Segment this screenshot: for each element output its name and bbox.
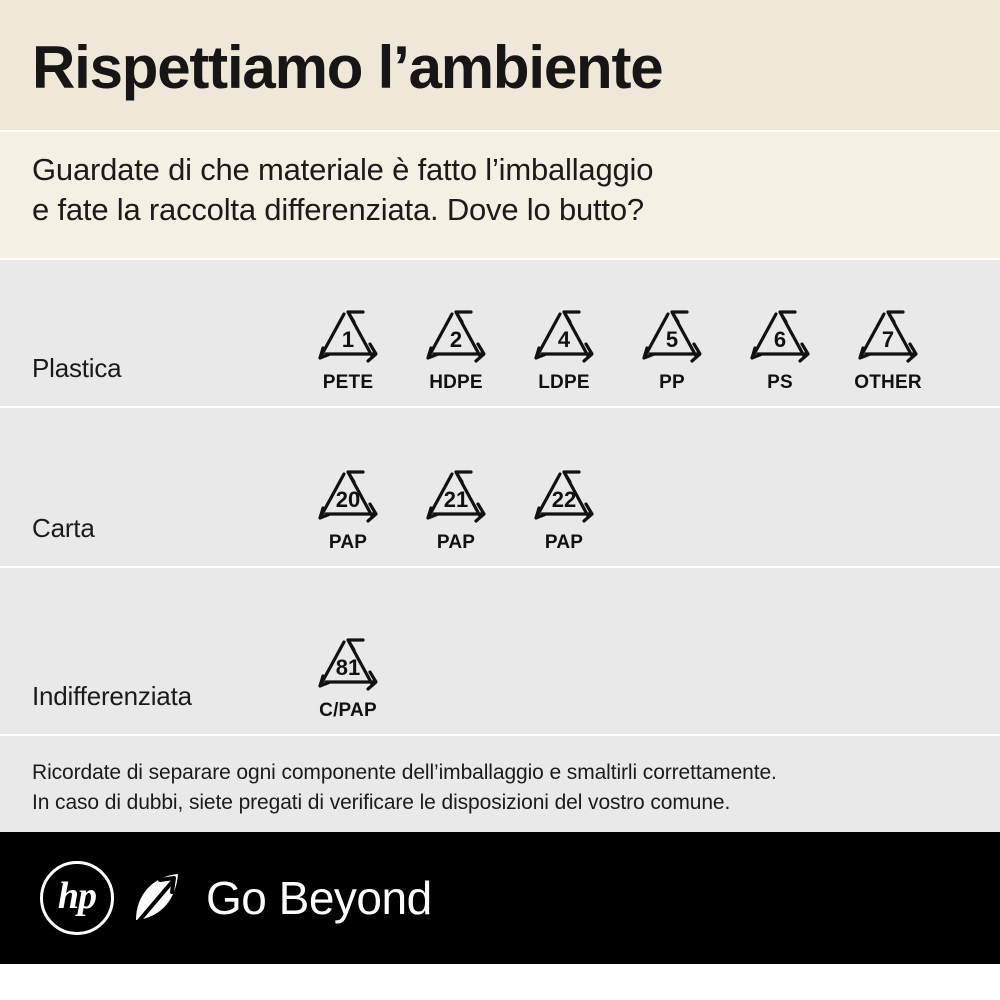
symbol-code: HDPE [429,372,483,393]
recycling-symbol [402,452,510,554]
page-title: Rispettiamo l’ambiente [32,34,663,101]
symbol-number: 5 [665,327,679,352]
symbol-number: 22 [551,487,577,512]
symbol-number: 21 [443,487,469,512]
symbol-code: LDPE [538,372,590,393]
symbol-code: OTHER [854,372,922,393]
symbol-number: 4 [557,327,571,352]
leaf-arrow-icon [132,870,182,926]
category-label-indifferenziata: Indifferenziata [32,681,192,711]
hp-logo-icon [40,861,114,935]
symbol-code: C/PAP [319,700,377,721]
symbol-code: PS [767,372,793,393]
symbol-number: 1 [341,327,355,352]
footer-tagline: Go Beyond [206,872,432,924]
disposal-note [0,734,1000,832]
subheader-band [0,130,1000,258]
symbol-code: PETE [322,372,374,393]
category-row-carta [0,406,1000,566]
recycling-symbol [726,292,834,394]
recycling-symbol [618,292,726,394]
recycling-symbol [294,452,402,554]
recycling-triangle-icon [408,452,504,530]
symbol-code: PAP [436,532,476,553]
symbol-number: 20 [335,487,361,512]
symbol-group-carta [294,452,618,566]
symbol-code: PAP [544,532,584,553]
recycling-triangle-icon [516,292,612,370]
recycling-symbol [510,292,618,394]
category-row-indifferenziata [0,566,1000,734]
subheader-line-1: Guardate di che materiale è fatto l’imballaggio [32,152,654,187]
symbol-code: PAP [328,532,368,553]
recycling-triangle-icon [300,292,396,370]
footer-bar [0,832,1000,964]
recycling-symbol [294,620,402,722]
recycling-symbol [402,292,510,394]
subheader-line-2: e fate la raccolta differenziata. Dove lo butto? [32,192,644,228]
recycling-symbol [294,292,402,394]
note-line-1: Ricordate di separare ogni componente dell’imballaggio e smaltirli correttamente. [32,761,777,784]
symbol-group-plastica [294,292,942,406]
recycling-triangle-icon [408,292,504,370]
recycling-triangle-icon [840,292,936,370]
note-line-2: In caso di dubbi, siete pregati di verificare le disposizioni del vostro comune. [32,790,731,814]
recycling-triangle-icon [300,620,396,698]
recycling-symbol [510,452,618,554]
category-label-plastica: Plastica [32,353,122,383]
symbol-group-indifferenziata [294,620,402,734]
category-rows [0,258,1000,734]
symbol-code: PP [659,372,685,393]
recycling-symbol [834,292,942,394]
recycling-triangle-icon [732,292,828,370]
symbol-number: 81 [335,655,361,680]
recycling-triangle-icon [516,452,612,530]
recycling-triangle-icon [300,452,396,530]
header-band [0,0,1000,130]
recycling-triangle-icon [624,292,720,370]
symbol-number: 6 [773,327,787,352]
category-row-plastica [0,258,1000,406]
category-label-carta: Carta [32,513,95,543]
hp-logo-text: hp [57,875,97,917]
symbol-number: 2 [449,327,463,352]
symbol-number: 7 [881,327,895,352]
